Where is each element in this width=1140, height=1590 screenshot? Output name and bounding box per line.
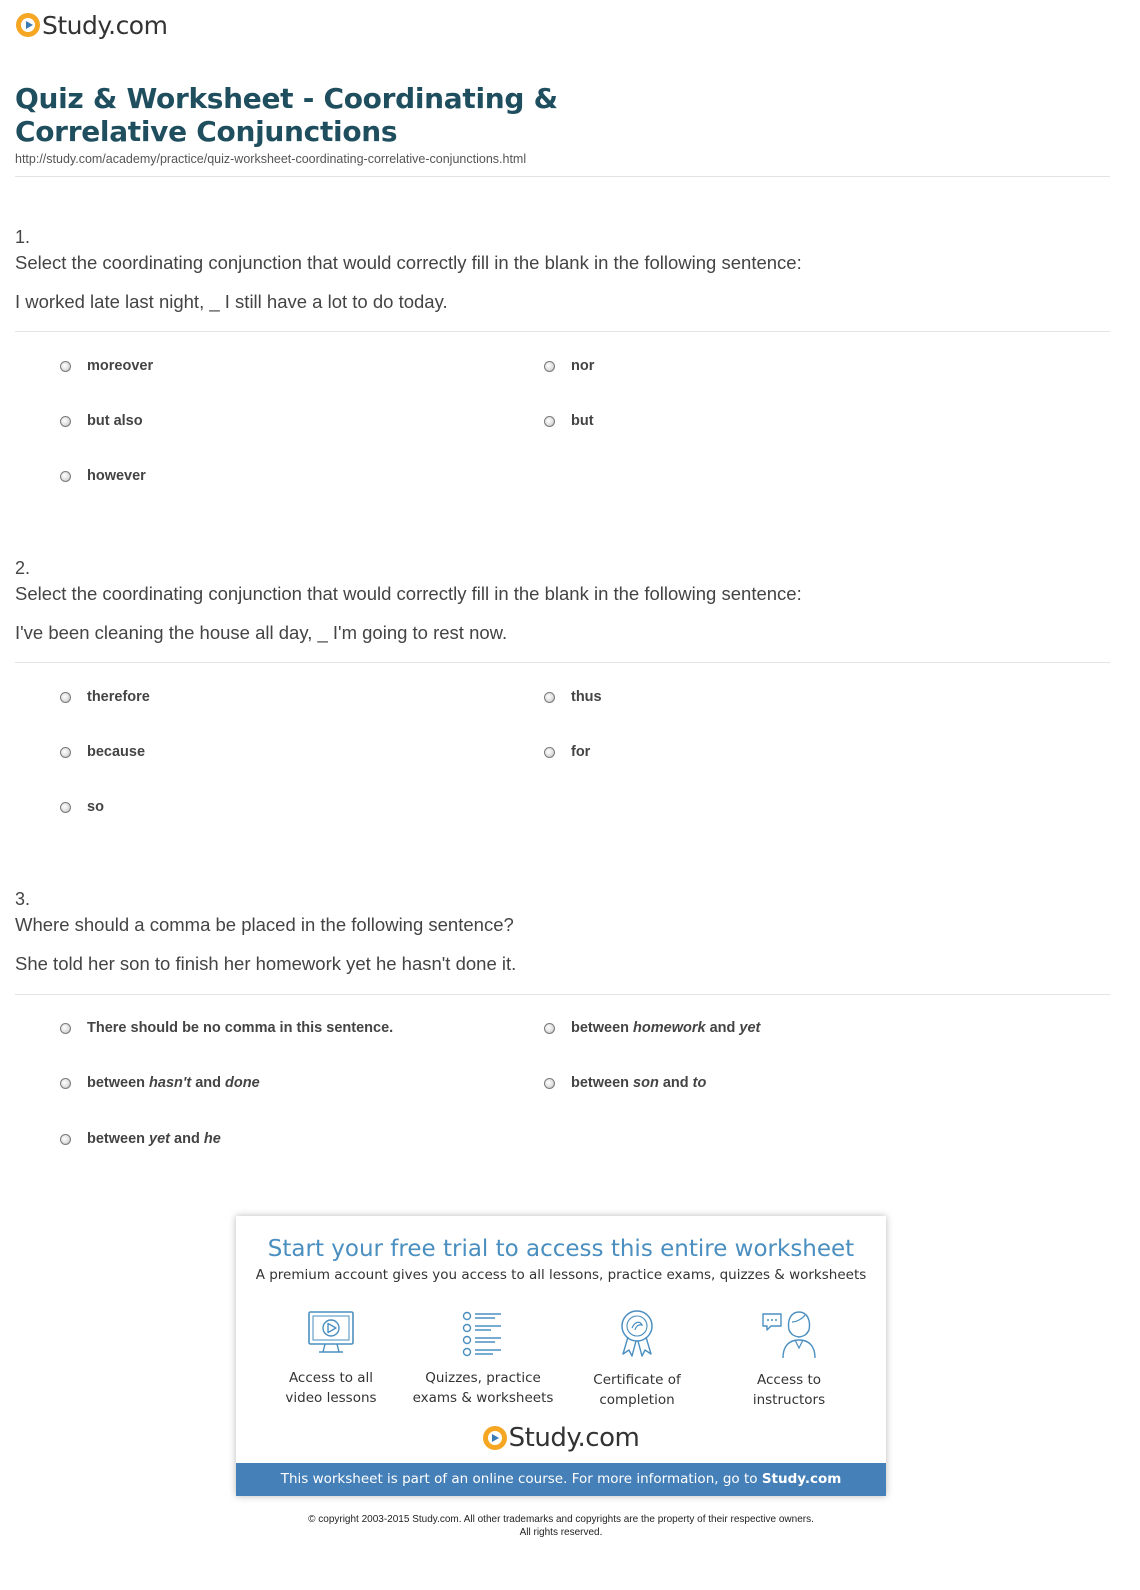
certificate-icon bbox=[611, 1308, 663, 1360]
radio-button[interactable] bbox=[60, 802, 71, 813]
course-info-banner: This worksheet is part of an online course. For more information, go to Study.com bbox=[236, 1463, 886, 1496]
copyright-footer: © copyright 2003-2015 Study.com. All other trademarks and copyrights are the property of their respective owners. All rights reserved. bbox=[308, 1514, 814, 1538]
q1-option-moreover[interactable]: moreover bbox=[60, 358, 153, 374]
q3-option-homework-yet[interactable]: between homework and yet bbox=[544, 1020, 760, 1036]
divider bbox=[15, 994, 1110, 995]
radio-button[interactable] bbox=[544, 361, 555, 372]
radio-button[interactable] bbox=[544, 416, 555, 427]
question-3-sentence: She told her son to finish her homework yet he hasn't done it. bbox=[15, 953, 517, 974]
play-logo-icon bbox=[16, 13, 40, 37]
logo-text: Study.com bbox=[42, 10, 168, 40]
radio-button[interactable] bbox=[60, 471, 71, 482]
radio-button[interactable] bbox=[60, 747, 71, 758]
feature-certificate bbox=[562, 1308, 712, 1410]
question-1-number: 1. bbox=[15, 227, 31, 247]
instructor-icon bbox=[759, 1308, 819, 1360]
q3-option-no-comma[interactable]: There should be no comma in this sentence. bbox=[60, 1020, 393, 1036]
question-2-prompt: Select the coordinating conjunction that would correctly fill in the blank in the following sentence: bbox=[15, 583, 802, 604]
play-logo-icon bbox=[483, 1426, 507, 1450]
q3-option-yet-he[interactable]: between yet and he bbox=[60, 1131, 221, 1147]
radio-button[interactable] bbox=[60, 1078, 71, 1089]
study-logo[interactable] bbox=[16, 8, 167, 42]
q3-option-son-to[interactable]: between son and to bbox=[544, 1075, 706, 1091]
quiz-list-icon bbox=[457, 1308, 509, 1358]
feature-instructors bbox=[714, 1308, 864, 1410]
feature-label: Access to all video lessons bbox=[285, 1370, 377, 1406]
page-url: http://study.com/academy/practice/quiz-worksheet-coordinating-correlative-conjunctions.html bbox=[15, 152, 527, 166]
radio-button[interactable] bbox=[60, 1023, 71, 1034]
promo-subtitle: A premium account gives you access to all lessons, practice exams, quizzes & worksheets bbox=[255, 1267, 867, 1283]
feature-label: Access to instructors bbox=[752, 1372, 826, 1408]
q2-option-for[interactable]: for bbox=[544, 744, 590, 760]
q1-option-nor[interactable]: nor bbox=[544, 358, 594, 374]
free-trial-promo bbox=[236, 1216, 886, 1496]
question-1-prompt: Select the coordinating conjunction that would correctly fill in the blank in the following sentence: bbox=[15, 252, 802, 273]
divider bbox=[15, 176, 1110, 177]
radio-button[interactable] bbox=[60, 692, 71, 703]
radio-button[interactable] bbox=[544, 1078, 555, 1089]
radio-button[interactable] bbox=[60, 1134, 71, 1145]
radio-button[interactable] bbox=[544, 747, 555, 758]
q2-option-so[interactable]: so bbox=[60, 799, 104, 815]
q3-option-hasnt-done[interactable]: between hasn't and done bbox=[60, 1075, 260, 1091]
radio-button[interactable] bbox=[544, 692, 555, 703]
radio-button[interactable] bbox=[60, 361, 71, 372]
q2-option-therefore[interactable]: therefore bbox=[60, 689, 150, 705]
question-2-sentence: I've been cleaning the house all day, _ I'm going to rest now. bbox=[15, 622, 508, 643]
video-lesson-icon bbox=[305, 1308, 357, 1358]
radio-button[interactable] bbox=[60, 416, 71, 427]
feature-quizzes bbox=[408, 1308, 558, 1408]
question-1-sentence: I worked late last night, _ I still have a lot to do today. bbox=[15, 291, 448, 312]
q2-option-because[interactable]: because bbox=[60, 744, 145, 760]
q1-option-however[interactable]: however bbox=[60, 468, 146, 484]
promo-title[interactable]: Start your free trial to access this entire worksheet bbox=[267, 1236, 855, 1262]
promo-study-logo[interactable]: Study.com bbox=[236, 1423, 886, 1453]
feature-video-lessons bbox=[256, 1308, 406, 1408]
divider bbox=[15, 331, 1110, 332]
radio-button[interactable] bbox=[544, 1023, 555, 1034]
question-3-prompt: Where should a comma be placed in the following sentence? bbox=[15, 914, 514, 935]
q2-option-thus[interactable]: thus bbox=[544, 689, 602, 705]
question-2-number: 2. bbox=[15, 558, 31, 578]
q1-option-but-also[interactable]: but also bbox=[60, 413, 143, 429]
page-title: Quiz & Worksheet - Coordinating & Correlative Conjunctions bbox=[15, 82, 558, 148]
divider bbox=[15, 662, 1110, 663]
study-link[interactable]: Study.com bbox=[761, 1471, 842, 1487]
question-3-number: 3. bbox=[15, 889, 31, 909]
feature-label: Certificate of completion bbox=[593, 1372, 681, 1408]
q1-option-but[interactable]: but bbox=[544, 413, 594, 429]
feature-label: Quizzes, practice exams & worksheets bbox=[412, 1370, 554, 1406]
